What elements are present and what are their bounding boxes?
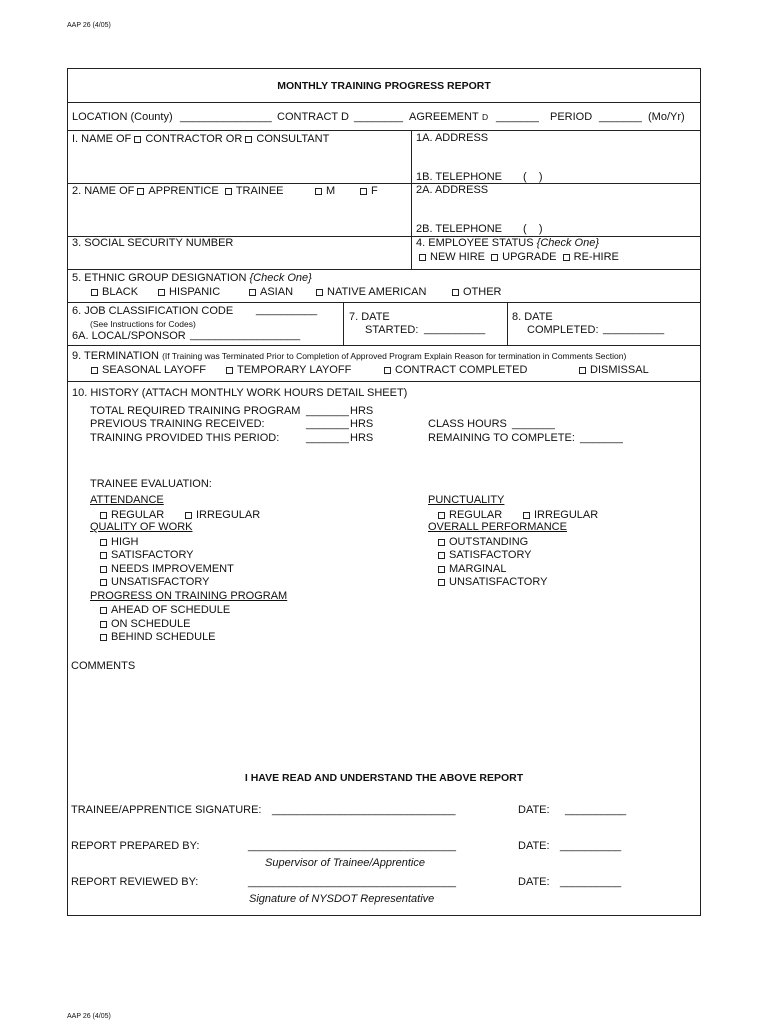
hrs-label: HRS	[350, 405, 374, 417]
quality-needs-improvement-checkbox[interactable]	[100, 566, 107, 573]
new-hire-label: NEW HIRE	[430, 251, 485, 263]
agreement-field[interactable]: _______	[496, 111, 539, 123]
apprentice-checkbox[interactable]	[137, 188, 144, 195]
punctuality-irregular-option	[523, 509, 598, 521]
date-8-label: 8. DATE	[512, 311, 553, 323]
overall-outstanding-label: OUTSTANDING	[449, 536, 529, 548]
class-hours-label: CLASS HOURS	[428, 418, 507, 430]
trainee-label: TRAINEE	[235, 185, 284, 197]
other-label: OTHER	[463, 286, 502, 298]
prepared-date-label: DATE:	[518, 840, 550, 852]
completed-label: COMPLETED:	[527, 324, 599, 336]
prepared-date-field[interactable]: __________	[560, 840, 622, 852]
period-unit: (Mo/Yr)	[648, 111, 685, 123]
native-american-label: NATIVE AMERICAN	[327, 286, 427, 298]
overall-performance-label: OVERALL PERFORMANCE	[428, 521, 567, 533]
progress-label: PROGRESS ON TRAINING PROGRAM	[90, 590, 288, 602]
temporary-layoff-option	[226, 364, 351, 376]
upgrade-checkbox[interactable]	[491, 254, 498, 261]
trainee-checkbox[interactable]	[225, 188, 232, 195]
contract-completed-checkbox[interactable]	[384, 367, 391, 374]
prepared-by-label: REPORT PREPARED BY:	[71, 840, 200, 852]
quality-label: QUALITY OF WORK	[90, 521, 193, 533]
telephone-1b-field[interactable]: ( )	[523, 171, 543, 183]
quality-satisfactory-checkbox[interactable]	[100, 552, 107, 559]
dismissal-option	[579, 364, 649, 376]
temporary-layoff-label: TEMPORARY LAYOFF	[237, 364, 352, 376]
attendance-label: ATTENDANCE	[90, 494, 164, 506]
progress-on-option	[100, 618, 190, 630]
trainee-signature-label: TRAINEE/APPRENTICE SIGNATURE:	[71, 804, 262, 816]
new-hire-checkbox[interactable]	[419, 254, 426, 261]
progress-on-checkbox[interactable]	[100, 621, 107, 628]
seasonal-layoff-checkbox[interactable]	[91, 367, 98, 374]
male-checkbox[interactable]	[315, 188, 322, 195]
local-sponsor-label: 6A. LOCAL/SPONSOR	[72, 330, 186, 342]
employee-status-label: 4. EMPLOYEE STATUS	[416, 237, 534, 249]
asian-checkbox[interactable]	[249, 289, 256, 296]
job-classification-label: 6. JOB CLASSIFICATION CODE	[72, 305, 234, 317]
reviewed-caption: Signature of NYSDOT Representative	[249, 893, 435, 905]
black-label: BLACK	[102, 286, 139, 298]
asian-label: ASIAN	[260, 286, 294, 298]
telephone-1b-label: 1B. TELEPHONE	[416, 171, 502, 183]
progress-ahead-label: AHEAD OF SCHEDULE	[111, 604, 231, 616]
name-of-apprentice-row	[72, 185, 284, 197]
black-option	[91, 286, 138, 298]
divider	[343, 302, 344, 345]
overall-satisfactory-option	[438, 549, 532, 561]
previous-training-field[interactable]: _______	[306, 418, 349, 430]
progress-behind-option	[100, 631, 216, 643]
total-required-field[interactable]: _______	[306, 405, 349, 417]
quality-high-option	[100, 536, 139, 548]
trainee-date-label: DATE:	[518, 804, 550, 816]
comments-area[interactable]	[71, 676, 691, 756]
training-provided-label: TRAINING PROVIDED THIS PERIOD:	[90, 432, 280, 444]
section2-label: 2. NAME OF	[72, 185, 135, 197]
termination-label: 9. TERMINATION	[72, 350, 159, 362]
re-hire-label: RE-HIRE	[573, 251, 619, 263]
location-field[interactable]: _______________	[180, 111, 272, 123]
training-provided-field[interactable]: _______	[306, 432, 349, 444]
address-2a-label: 2A. ADDRESS	[416, 184, 489, 196]
ethnic-group-note: {Check One}	[249, 272, 312, 284]
agreement-label: AGREEMENT	[409, 111, 479, 123]
rule	[67, 130, 701, 131]
divider	[507, 302, 508, 345]
attendance-irregular-checkbox[interactable]	[185, 512, 192, 519]
rule	[67, 302, 701, 303]
re-hire-checkbox[interactable]	[563, 254, 570, 261]
overall-outstanding-checkbox[interactable]	[438, 539, 445, 546]
overall-unsatisfactory-option	[438, 576, 547, 588]
contractor-checkbox[interactable]	[134, 136, 141, 143]
attendance-regular-label: REGULAR	[111, 509, 165, 521]
contract-label: CONTRACT D	[277, 111, 349, 123]
location-label: LOCATION (County)	[72, 111, 173, 123]
dismissal-label: DISMISSAL	[590, 364, 649, 376]
male-option	[315, 185, 335, 197]
overall-marginal-checkbox[interactable]	[438, 566, 445, 573]
seasonal-layoff-label: SEASONAL LAYOFF	[102, 364, 206, 376]
form-title: MONTHLY TRAINING PROGRESS REPORT	[277, 80, 491, 92]
remaining-field[interactable]: _______	[580, 432, 623, 444]
progress-on-label: ON SCHEDULE	[111, 618, 191, 630]
male-label: M	[326, 185, 336, 197]
name-of-label	[72, 133, 329, 145]
overall-satisfactory-label: SATISFACTORY	[449, 549, 532, 561]
section1-label: I. NAME OF	[72, 133, 132, 145]
overall-marginal-option	[438, 563, 506, 575]
reviewed-by-field[interactable]: __________________________________	[248, 876, 457, 888]
female-checkbox[interactable]	[360, 188, 367, 195]
rule	[67, 381, 701, 382]
consultant-label: CONSULTANT	[256, 133, 330, 145]
punctuality-irregular-checkbox[interactable]	[523, 512, 530, 519]
contractor-label: CONTRACTOR OR	[145, 133, 243, 145]
termination-row	[72, 350, 626, 362]
overall-marginal-label: MARGINAL	[449, 563, 507, 575]
job-classification-field[interactable]: __________	[256, 304, 318, 316]
native-american-option	[316, 286, 426, 298]
punctuality-regular-checkbox[interactable]	[438, 512, 445, 519]
female-option	[360, 185, 378, 197]
completed-field[interactable]: __________	[603, 323, 665, 335]
previous-training-label: PREVIOUS TRAINING RECEIVED:	[90, 418, 265, 430]
prepared-caption: Supervisor of Trainee/Apprentice	[265, 857, 425, 869]
punctuality-irregular-label: IRREGULAR	[534, 509, 599, 521]
contract-field[interactable]: ________	[354, 111, 403, 123]
started-label: STARTED:	[365, 324, 419, 336]
telephone-2b-field[interactable]: ( )	[523, 223, 543, 235]
reviewed-by-label: REPORT REVIEWED BY:	[71, 876, 199, 888]
acknowledgement-statement: I HAVE READ AND UNDERSTAND THE ABOVE REPORT	[244, 772, 524, 784]
consultant-checkbox[interactable]	[245, 136, 252, 143]
form-code-top: AAP 26 (4/05)	[67, 22, 111, 29]
termination-note: (If Training was Terminated Prior to Completion of Approved Program Explain Reason for termination in Comments Section)	[162, 351, 627, 361]
local-sponsor-field[interactable]: __________________	[190, 329, 301, 341]
female-label: F	[371, 185, 378, 197]
other-option	[452, 286, 502, 298]
form-code-bottom: AAP 26 (4/05)	[67, 1013, 111, 1020]
date-7-label: 7. DATE	[349, 311, 390, 323]
rule	[67, 345, 701, 346]
job-classification-note: (See Instructions for Codes)	[90, 319, 196, 329]
attendance-irregular-label: IRREGULAR	[196, 509, 261, 521]
hrs-label: HRS	[350, 418, 374, 430]
apprentice-label: APPRENTICE	[148, 185, 219, 197]
quality-needs-improvement-option	[100, 563, 234, 575]
rule	[67, 183, 701, 184]
trainee-date-field[interactable]: __________	[565, 804, 627, 816]
quality-unsatisfactory-option	[100, 576, 209, 588]
total-required-label: TOTAL REQUIRED TRAINING PROGRAM	[90, 405, 301, 417]
period-field[interactable]: _______	[599, 111, 642, 123]
remaining-label: REMAINING TO COMPLETE:	[428, 432, 575, 444]
punctuality-regular-label: REGULAR	[449, 509, 503, 521]
address-1a-label: 1A. ADDRESS	[416, 132, 489, 144]
quality-high-label: HIGH	[111, 536, 139, 548]
native-american-checkbox[interactable]	[316, 289, 323, 296]
history-label: 10. HISTORY (ATTACH MONTHLY WORK HOURS DETAIL SHEET)	[72, 387, 408, 399]
progress-ahead-option	[100, 604, 230, 616]
other-checkbox[interactable]	[452, 289, 459, 296]
period-label: PERIOD	[550, 111, 593, 123]
comments-label: COMMENTS	[71, 660, 136, 672]
attendance-irregular-option	[185, 509, 260, 521]
upgrade-label: UPGRADE	[502, 251, 557, 263]
temporary-layoff-checkbox[interactable]	[226, 367, 233, 374]
quality-high-checkbox[interactable]	[100, 539, 107, 546]
telephone-2b-label: 2B. TELEPHONE	[416, 223, 502, 235]
prepared-by-field[interactable]: __________________________________	[248, 840, 457, 852]
hispanic-option	[158, 286, 220, 298]
black-checkbox[interactable]	[91, 289, 98, 296]
punctuality-label: PUNCTUALITY	[428, 494, 505, 506]
overall-satisfactory-checkbox[interactable]	[438, 552, 445, 559]
asian-option	[249, 286, 293, 298]
overall-outstanding-option	[438, 536, 528, 548]
started-field[interactable]: __________	[424, 323, 486, 335]
punctuality-regular-option	[438, 509, 502, 521]
hispanic-checkbox[interactable]	[158, 289, 165, 296]
ssn-label: 3. SOCIAL SECURITY NUMBER	[72, 237, 234, 249]
hispanic-label: HISPANIC	[169, 286, 221, 298]
trainee-signature-field[interactable]: ______________________________	[272, 804, 456, 816]
overall-unsatisfactory-checkbox[interactable]	[438, 579, 445, 586]
hrs-label: HRS	[350, 432, 374, 444]
contract-completed-label: CONTRACT COMPLETED	[395, 364, 528, 376]
attendance-regular-option	[100, 509, 164, 521]
rule	[67, 269, 701, 270]
progress-ahead-checkbox[interactable]	[100, 607, 107, 614]
attendance-regular-checkbox[interactable]	[100, 512, 107, 519]
progress-behind-label: BEHIND SCHEDULE	[111, 631, 216, 643]
quality-needs-improvement-label: NEEDS IMPROVEMENT	[111, 563, 234, 575]
trainee-evaluation-label: TRAINEE EVALUATION:	[90, 478, 212, 490]
seasonal-layoff-option	[91, 364, 206, 376]
reviewed-date-label: DATE:	[518, 876, 550, 888]
employee-status-note: {Check One}	[536, 237, 600, 249]
contract-completed-option	[384, 364, 527, 376]
quality-satisfactory-option	[100, 549, 194, 561]
dismissal-checkbox[interactable]	[579, 367, 586, 374]
overall-unsatisfactory-label: UNSATISFACTORY	[449, 576, 548, 588]
quality-unsatisfactory-label: UNSATISFACTORY	[111, 576, 210, 588]
quality-unsatisfactory-checkbox[interactable]	[100, 579, 107, 586]
class-hours-field[interactable]: _______	[512, 418, 555, 430]
quality-satisfactory-label: SATISFACTORY	[111, 549, 194, 561]
agreement-suffix: D	[482, 112, 489, 122]
reviewed-date-field[interactable]: __________	[560, 876, 622, 888]
rule	[67, 102, 701, 103]
employee-status-options	[419, 251, 619, 263]
progress-behind-checkbox[interactable]	[100, 634, 107, 641]
employee-status-row	[416, 237, 599, 249]
ethnic-group-row	[72, 272, 312, 284]
divider	[411, 130, 412, 269]
ethnic-group-label: 5. ETHNIC GROUP DESIGNATION	[72, 272, 247, 284]
